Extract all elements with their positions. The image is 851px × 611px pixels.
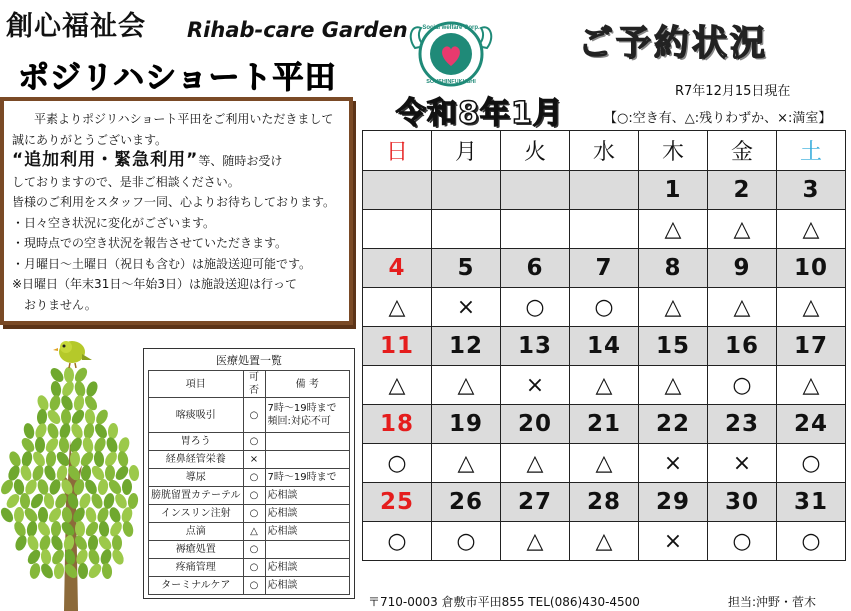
availability-status: △ xyxy=(639,288,708,327)
calendar-status-row xyxy=(363,522,846,561)
leaf-icon xyxy=(12,520,28,539)
weekday-header: 水 xyxy=(570,131,639,171)
calendar-day: 10 xyxy=(777,249,846,288)
calendar-day: 29 xyxy=(639,483,708,522)
leaf-icon xyxy=(19,464,33,482)
weekday-header: 金 xyxy=(708,131,777,171)
leaf-icon xyxy=(72,366,89,385)
leaf-icon xyxy=(80,464,92,481)
availability-status: ○ xyxy=(570,288,639,327)
calendar-day: 18 xyxy=(363,405,432,444)
leaf-icon xyxy=(94,408,111,427)
medical-item: 胃ろう xyxy=(149,433,244,451)
notice-board xyxy=(0,97,353,325)
leaf-icon xyxy=(45,451,57,468)
medical-row xyxy=(149,541,350,559)
notice-line-8: ・月曜日～土曜日（祝日も含む）は施設送迎可能です。 xyxy=(12,256,312,271)
leaf-icon xyxy=(121,520,135,538)
calendar-day: 24 xyxy=(777,405,846,444)
calendar-status-row xyxy=(363,366,846,405)
leaf-icon xyxy=(58,436,70,453)
availability-status: × xyxy=(639,444,708,483)
availability-status: △ xyxy=(432,366,501,405)
medical-item: 膀胱留置カテーテル xyxy=(149,487,244,505)
calendar-day: 5 xyxy=(432,249,501,288)
calendar-date-row xyxy=(363,327,846,366)
leaf-icon xyxy=(0,506,16,525)
calendar-day: 7 xyxy=(570,249,639,288)
medical-availability: △ xyxy=(243,523,265,541)
calendar-empty-cell xyxy=(432,171,501,210)
notice-line-1: 平素よりポジリハショート平田をご利用いただきまして xyxy=(34,112,334,126)
calendar-empty-cell xyxy=(501,210,570,249)
medical-item: 褥瘡処置 xyxy=(149,541,244,559)
calendar-weekday-row xyxy=(363,131,846,171)
leaf-icon xyxy=(26,520,39,537)
calendar-day: 19 xyxy=(432,405,501,444)
calendar-empty-cell xyxy=(432,210,501,249)
leaf-icon xyxy=(127,492,139,509)
calendar-day: 14 xyxy=(570,327,639,366)
leaf-icon xyxy=(46,422,61,440)
notice-line-2: 誠にありがとうございます。 xyxy=(12,132,168,147)
medical-row xyxy=(149,451,350,469)
leaf-icon xyxy=(102,492,116,510)
leaf-icon xyxy=(19,493,30,510)
calendar-empty-cell xyxy=(363,210,432,249)
medical-header-note: 備 考 xyxy=(265,371,350,398)
availability-status: ○ xyxy=(777,444,846,483)
leaf-icon xyxy=(64,367,75,384)
medical-availability: ○ xyxy=(243,398,265,433)
leaf-icon xyxy=(13,534,28,553)
calendar-day: 3 xyxy=(777,171,846,210)
medical-note: 7時～19時まで xyxy=(265,469,350,487)
medical-note xyxy=(265,451,350,469)
leaf-icon xyxy=(122,479,133,495)
tree-icon xyxy=(0,366,140,611)
availability-status: × xyxy=(501,366,570,405)
medical-procedures-title: 医療処置一覧 xyxy=(216,354,282,367)
leaf-icon xyxy=(50,380,62,397)
notice-line-3-suffix: 等、随時お受け xyxy=(198,154,283,168)
leaf-icon xyxy=(35,520,52,539)
calendar-month: 令和8年1月 xyxy=(396,96,564,131)
calendar-day: 30 xyxy=(708,483,777,522)
leaf-icon xyxy=(97,478,109,495)
availability-status: △ xyxy=(432,444,501,483)
bird-icon xyxy=(53,341,92,368)
calendar-empty-cell xyxy=(570,210,639,249)
calendar-day: 16 xyxy=(708,327,777,366)
calendar-day: 28 xyxy=(570,483,639,522)
availability-status: △ xyxy=(570,522,639,561)
calendar-day: 12 xyxy=(432,327,501,366)
calendar-empty-cell xyxy=(363,171,432,210)
notice-emphasis: “追加利用・緊急利用” xyxy=(12,150,199,170)
leaf-icon xyxy=(14,507,25,524)
availability-status: △ xyxy=(501,444,570,483)
leaf-icon xyxy=(35,437,45,453)
leaf-icon xyxy=(112,535,122,551)
calendar-day: 1 xyxy=(639,171,708,210)
leaf-icon xyxy=(87,535,98,552)
notice-line-10: おりません。 xyxy=(24,297,97,312)
calendar-date-row xyxy=(363,483,846,522)
facility-name: ポジリハショート平田 xyxy=(18,60,337,96)
calendar-empty-cell xyxy=(570,171,639,210)
leaf-icon xyxy=(26,534,41,552)
medical-availability: ○ xyxy=(243,577,265,595)
as-of-date: R7年12月15日現在 xyxy=(675,84,791,99)
medical-note: 7時～19時まで 頻回:対応不可 xyxy=(265,398,350,433)
calendar-date-row xyxy=(363,171,846,210)
availability-status: △ xyxy=(708,210,777,249)
availability-status: × xyxy=(639,522,708,561)
medical-item: 導尿 xyxy=(149,469,244,487)
availability-status: × xyxy=(708,444,777,483)
facility-address: 〒710-0003 倉敷市平田855 TEL(086)430-4500 xyxy=(368,595,640,609)
medical-availability: ○ xyxy=(243,433,265,451)
weekday-header: 木 xyxy=(639,131,708,171)
medical-note: 応相談 xyxy=(265,523,350,541)
availability-status: △ xyxy=(777,210,846,249)
weekday-header: 火 xyxy=(501,131,570,171)
leaf-icon xyxy=(40,548,52,565)
weekday-header: 土 xyxy=(777,131,846,171)
availability-status: △ xyxy=(570,366,639,405)
availability-status: △ xyxy=(570,444,639,483)
medical-row xyxy=(149,577,350,595)
medical-availability: ○ xyxy=(243,541,265,559)
leaf-icon xyxy=(13,478,26,496)
medical-availability: ○ xyxy=(243,505,265,523)
medical-row xyxy=(149,523,350,541)
leaf-icon xyxy=(84,380,99,399)
leaf-icon xyxy=(87,548,102,566)
calendar-day: 20 xyxy=(501,405,570,444)
calendar-day: 21 xyxy=(570,405,639,444)
leaf-icon xyxy=(50,521,61,538)
medical-note: 応相談 xyxy=(265,559,350,577)
leaf-icon xyxy=(117,436,131,454)
availability-status: △ xyxy=(708,288,777,327)
medical-note: 応相談 xyxy=(265,505,350,523)
medical-procedures-panel xyxy=(143,348,355,599)
leaf-icon xyxy=(53,563,65,580)
leaf-icon xyxy=(22,422,36,440)
medical-note: 応相談 xyxy=(265,487,350,505)
medical-item: 喀痰吸引 xyxy=(149,398,244,433)
leaf-icon xyxy=(7,450,23,469)
calendar-status-row xyxy=(363,210,846,249)
leaf-icon xyxy=(93,451,105,468)
leaf-icon xyxy=(28,562,41,580)
leaf-icon xyxy=(69,422,85,441)
leaf-icon xyxy=(0,478,15,497)
medical-table-header xyxy=(149,371,350,398)
calendar-day: 25 xyxy=(363,483,432,522)
leaf-icon xyxy=(70,451,80,467)
leaf-icon xyxy=(107,423,118,440)
leaf-icon xyxy=(20,450,33,468)
calendar-status-row xyxy=(363,288,846,327)
medical-row xyxy=(149,398,350,433)
calendar-day: 22 xyxy=(639,405,708,444)
medical-row xyxy=(149,487,350,505)
availability-status: ○ xyxy=(363,522,432,561)
medical-item: 疼痛管理 xyxy=(149,559,244,577)
calendar-date-row xyxy=(363,249,846,288)
availability-status: ○ xyxy=(432,522,501,561)
calendar-day: 9 xyxy=(708,249,777,288)
medical-availability: ○ xyxy=(243,487,265,505)
availability-status: △ xyxy=(777,366,846,405)
leaf-icon xyxy=(49,534,65,553)
calendar-day: 13 xyxy=(501,327,570,366)
medical-header-item: 項目 xyxy=(149,371,244,398)
leaf-icon xyxy=(38,507,49,524)
staff-contact: 担当:沖野・菅木 xyxy=(728,595,817,609)
availability-status: ○ xyxy=(708,366,777,405)
availability-status: ○ xyxy=(708,522,777,561)
tree-illustration xyxy=(0,330,142,611)
notice-line-7: ・現時点での空き状況を報告させていただきます。 xyxy=(12,236,288,250)
availability-calendar xyxy=(362,130,846,561)
leaf-icon xyxy=(116,450,129,468)
availability-status: ○ xyxy=(363,444,432,483)
medical-availability: ○ xyxy=(243,559,265,577)
leaf-icon xyxy=(73,394,86,411)
org-name: 創心福祉会 xyxy=(6,11,146,42)
calendar-day: 17 xyxy=(777,327,846,366)
medical-note xyxy=(265,541,350,559)
availability-status: △ xyxy=(639,366,708,405)
medical-availability: × xyxy=(243,451,265,469)
leaf-icon xyxy=(128,465,139,482)
notice-line-3 xyxy=(12,150,341,172)
calendar-day: 31 xyxy=(777,483,846,522)
logo-text-bottom: SOUSHINFUKUSHI xyxy=(426,79,476,85)
weekday-header: 月 xyxy=(432,131,501,171)
leaf-icon xyxy=(84,408,96,425)
medical-procedures-table xyxy=(148,370,350,595)
calendar-day: 8 xyxy=(639,249,708,288)
calendar-day: 6 xyxy=(501,249,570,288)
notice-line-5: 皆様のご利用をスタッフ一同、心よりお待ちしております。 xyxy=(12,195,336,209)
calendar-date-row xyxy=(363,405,846,444)
medical-item: インスリン注射 xyxy=(149,505,244,523)
leaf-icon xyxy=(31,464,46,482)
garden-name: Rihab-care Garden xyxy=(187,18,408,42)
medical-item: 点滴 xyxy=(149,523,244,541)
leaf-icon xyxy=(81,436,94,454)
medical-note: 応相談 xyxy=(265,577,350,595)
calendar-day: 15 xyxy=(639,327,708,366)
notice-line-4: しておりますので、是非ご相談ください。 xyxy=(12,174,240,189)
leaf-icon xyxy=(39,562,56,581)
availability-legend: 【○:空き有、△:残りわずか、×:満室】 xyxy=(604,111,832,126)
leaf-icon xyxy=(36,409,47,426)
calendar-status-row xyxy=(363,444,846,483)
availability-status: △ xyxy=(639,210,708,249)
leaf-icon xyxy=(105,465,115,481)
leaf-icon xyxy=(110,548,126,567)
calendar-day: 27 xyxy=(501,483,570,522)
calendar-day: 11 xyxy=(363,327,432,366)
leaf-icon xyxy=(78,563,88,579)
leaf-icon xyxy=(83,422,96,440)
leaf-icon xyxy=(101,563,113,580)
page-title: ご予約状況 xyxy=(578,24,769,64)
weekday-header: 日 xyxy=(363,131,432,171)
notice-line-6: ・日々空き状況に変化がございます。 xyxy=(12,215,216,230)
medical-row xyxy=(149,505,350,523)
leaf-icon xyxy=(107,506,122,525)
availability-status: ○ xyxy=(777,522,846,561)
leaf-icon xyxy=(105,436,120,454)
calendar-day: 26 xyxy=(432,483,501,522)
logo-text-top: Social welfare Corp. xyxy=(422,25,480,31)
availability-status: △ xyxy=(501,522,570,561)
medical-availability: ○ xyxy=(243,469,265,487)
calendar-day: 23 xyxy=(708,405,777,444)
calendar-day: 2 xyxy=(708,171,777,210)
notice-line-9: ※日曜日（年末31日～年始3日）は施設送迎は行って xyxy=(12,277,297,291)
leaf-icon xyxy=(61,409,72,425)
availability-status: △ xyxy=(363,288,432,327)
medical-item: ターミナルケア xyxy=(149,577,244,595)
leaf-icon xyxy=(98,520,110,537)
calendar-empty-cell xyxy=(501,171,570,210)
leaf-icon xyxy=(48,394,62,412)
medical-item: 経鼻経管栄養 xyxy=(149,451,244,469)
availability-status: × xyxy=(432,288,501,327)
availability-status: △ xyxy=(777,288,846,327)
medical-row xyxy=(149,559,350,577)
leaf-icon xyxy=(84,506,98,524)
social-welfare-logo xyxy=(407,16,495,92)
medical-header-ok: 可否 xyxy=(243,371,265,398)
leaf-icon xyxy=(43,492,56,509)
medical-row xyxy=(149,469,350,487)
availability-status: ○ xyxy=(501,288,570,327)
leaf-icon xyxy=(58,422,72,440)
leaf-icon xyxy=(60,380,76,399)
calendar-day: 4 xyxy=(363,249,432,288)
medical-note xyxy=(265,433,350,451)
medical-row xyxy=(149,433,350,451)
availability-status: △ xyxy=(363,366,432,405)
